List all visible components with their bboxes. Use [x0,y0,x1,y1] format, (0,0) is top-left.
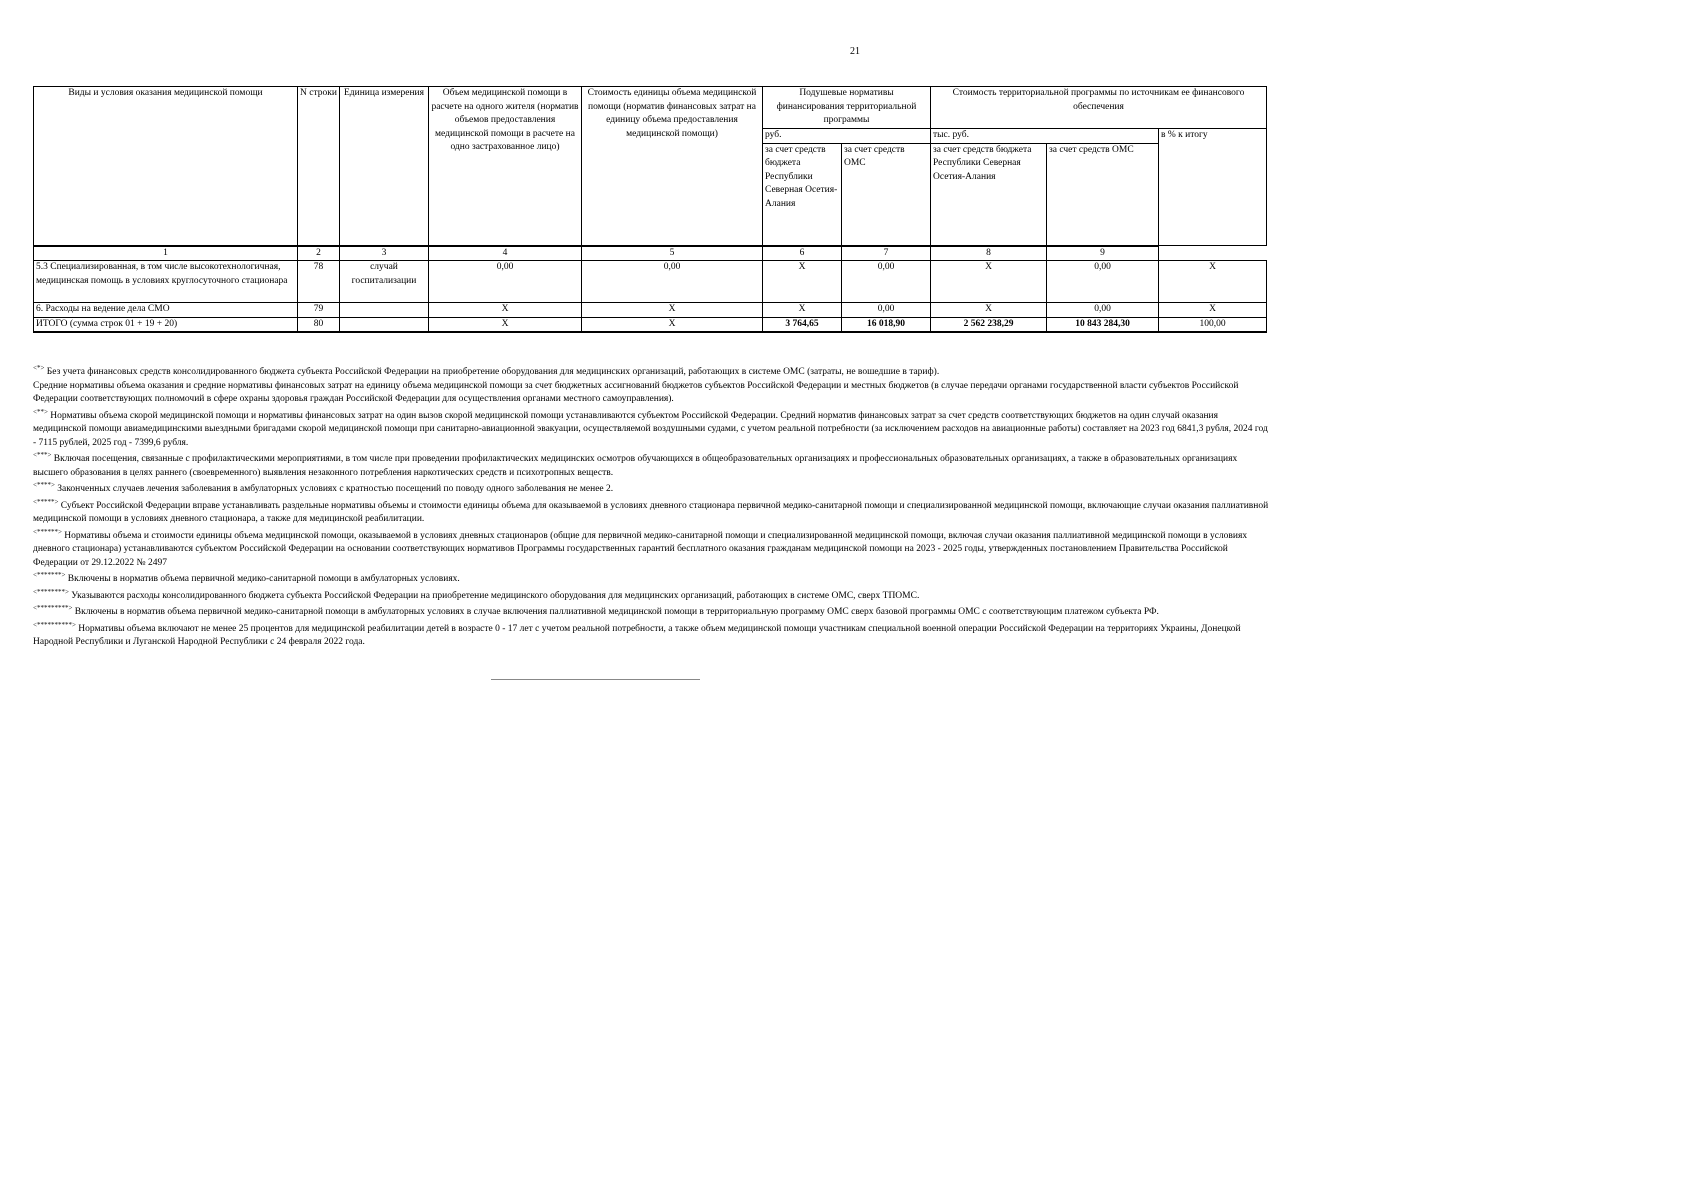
header-thous-rub: тыс. руб. [931,128,1159,143]
row-budget-rub: X [763,303,842,318]
footnote-mark: <*********> [33,603,73,612]
footnote-mark: <****> [33,480,55,489]
header-per-capita: Подушевые нормативы финансирования территориальной программы [763,87,931,129]
footnote [33,620,1273,650]
row-number: 79 [298,303,340,318]
row-name: ИТОГО (сумма строк 01 + 19 + 20) [34,317,298,332]
row-unit [340,303,429,318]
footnote [33,480,1273,497]
column-number: 9 [1047,246,1159,261]
footnote-mark: <**********> [33,620,76,629]
footnote-text: Нормативы объема скорой медицинской помощи и нормативы финансовых затрат на один вызов скорой медицинской помощи устанавливаются субъектом Российской Федерации. Средний норматив финансовых затрат за счет средств соответствующих бюджетов на один случай оказания медицинской помощи авиамедицинскими выездными бригадами скорой медицинской помощи при санитарно-авиационной эвакуации, осуществляемой воздушными судами, с учетом реальной потребности (за исключением расходов на авиационные работы) составляет на 2023 год 6841,3 рубля, 2024 год - 7115 рублей, 2025 год - 7399,6 рубля. [33,410,1268,448]
table-row-total [34,317,1267,332]
table-row [34,303,1267,318]
header-budget-thous: за счет средств бюджета Республики Северная Осетия-Алания [931,143,1047,246]
row-name: 6. Расходы на ведение дела СМО [34,303,298,318]
row-oms-thous: 0,00 [1047,261,1159,303]
header-unit: Единица измерения [340,87,429,246]
column-number: 1 [34,246,298,261]
row-budget-thous: 2 562 238,29 [931,317,1047,332]
header-oms-thous: за счет средств ОМС [1047,143,1159,246]
column-number: 6 [763,246,842,261]
header-types: Виды и условия оказания медицинской помощи [34,87,298,246]
footnote [33,603,1273,620]
footnote-text: Нормативы объема и стоимости единицы объема медицинской помощи, оказываемой в условиях дневных стационаров (общие для первичной медико-санитарной помощи и специализированной медицинской помощи, включая случаи оказания паллиативной медицинской помощи в условиях дневного стационара) устанавливаются субъектом Российской Федерации на основании соответствующих нормативов Программы государственных гарантий бесплатного оказания гражданам медицинской помощи на 2023 - 2025 годы, утвержденных постановлением Правительства Российской Федерации от 29.12.2022 № 2497 [33,530,1248,568]
footnote-text: Без учета финансовых средств консолидированного бюджета субъекта Российской Федерации на приобретение оборудования для медицинских организаций, работающих в системе ОМС (затраты, не вошедшие в тариф). [46,367,940,377]
row-volume: X [429,303,582,318]
footnote [33,450,1273,480]
column-number: 3 [340,246,429,261]
row-percent: X [1159,261,1267,303]
column-number: 7 [842,246,931,261]
footnote-text: Включая посещения, связанные с профилактическими мероприятиями, в том числе при проведении профилактических медицинских осмотров обучающихся в общеобразовательных организациях и профессиональных образовательных организациях, а также в образовательных организациях высшего образования в целях раннего (своевременного) выявления незаконного потребления наркотических средств и психотропных веществ. [33,454,1238,478]
footnote-mark: <********> [33,587,69,596]
footnote-end-rule [491,679,700,680]
row-oms-thous: 0,00 [1047,303,1159,318]
footnote-mark: <*******> [33,570,66,579]
row-oms-thous: 10 843 284,30 [1047,317,1159,332]
row-oms-rub: 0,00 [842,261,931,303]
row-oms-rub: 0,00 [842,303,931,318]
row-budget-thous: X [931,261,1047,303]
footnote [33,527,1273,571]
footnote-text: Нормативы объема включают не менее 25 процентов для медицинской реабилитации детей в возрасте 0 - 17 лет с учетом реальной потребности, а также объем медицинской помощи участникам специальной военной операции Российской Федерации на территориях Украины, Донецкой Народной Республики и Луганской Народной Республики с 24 февраля 2022 года. [33,623,1241,647]
header-rub: руб. [763,128,931,143]
row-number: 80 [298,317,340,332]
footnote-text: Включены в норматив объема первичной медико-санитарной помощи в амбулаторных условиях в случае включения паллиативной медицинской помощи в территориальную программу ОМС сверх базовой программы ОМС с соответствующим платежом субъекта РФ. [74,607,1159,617]
row-unit: случай госпитализации [340,261,429,303]
footnote [33,497,1273,527]
footnote-mark: <**> [33,407,48,416]
row-oms-rub: 16 018,90 [842,317,931,332]
footnote [33,587,1273,604]
row-volume: X [429,317,582,332]
row-budget-rub: 3 764,65 [763,317,842,332]
column-number: 2 [298,246,340,261]
row-unit-cost: 0,00 [582,261,763,303]
header-oms-rub: за счет средств ОМС [842,143,931,246]
footnote-text: Субъект Российской Федерации вправе устанавливать раздельные нормативы объемы и стоимости единицы объема для оказываемой в условиях дневного стационара первичной медико-санитарной помощи и специализированной медицинской помощи, включающие случаи оказания паллиативной медицинской помощи в условиях дневного стационара, а также для медицинской реабилитации. [33,500,1269,524]
footnote [33,363,1273,380]
row-number: 78 [298,261,340,303]
row-percent: 100,00 [1159,317,1267,332]
footnote-text: Включены в норматив объема первичной медико-санитарной помощи в амбулаторных условиях. [67,574,460,584]
table-row [34,261,1267,303]
row-unit-cost: X [582,317,763,332]
row-unit [340,317,429,332]
page-number: 21 [850,46,860,57]
header-percent-total: в % к итогу [1159,128,1267,246]
footnote [33,570,1273,587]
header-budget-rub: за счет средств бюджета Республики Северная Осетия-Алания [763,143,842,246]
row-percent: X [1159,303,1267,318]
footnote-text: Указываются расходы консолидированного бюджета субъекта Российской Федерации на приобретение медицинского оборудования для медицинских организаций, работающих в системе ОМС, сверх ТПОМС. [71,590,920,601]
footnote [33,380,1273,407]
footnote-mark: <******> [33,527,62,536]
footnote-text: Средние нормативы объема оказания и средние нормативы финансовых затрат на единицу объема медицинской помощи за счет бюджетных ассигнований бюджетов субъектов Российской Федерации и местных бюджетов (в случае передачи органами государственной власти субъектов Российской Федерации соответствующих полномочий в сфере охраны здоровья граждан Российской Федерации для осуществления органами местного самоуправления). [33,380,1239,404]
footnote-mark: <*> [33,363,45,372]
row-budget-thous: X [931,303,1047,318]
footnote-mark: <***> [33,450,52,459]
row-unit-cost: X [582,303,763,318]
row-name: 5.3 Специализированная, в том числе высокотехнологичная, медицинская помощь в условиях круглосуточного стационара [34,261,298,303]
footnote [33,407,1273,451]
row-budget-rub: X [763,261,842,303]
program-cost-table [33,86,1267,333]
column-number-row [34,246,1267,261]
row-volume: 0,00 [429,261,582,303]
footnote-text: Законченных случаев лечения заболевания в амбулаторных условиях с кратностью посещений по поводу одного заболевания не менее 2. [57,484,614,494]
footnotes [33,363,1273,653]
column-number: 4 [429,246,582,261]
header-unit-cost: Стоимость единицы объема медицинской помощи (норматив финансовых затрат на единицу объема предоставления медицинской помощи) [582,87,763,246]
column-number: 8 [931,246,1047,261]
header-row-number: N строки [298,87,340,246]
header-volume: Объем медицинской помощи в расчете на одного жителя (норматив объемов предоставления медицинской помощи в расчете на одно застрахованное лицо) [429,87,582,246]
column-number: 5 [582,246,763,261]
header-program-cost: Стоимость территориальной программы по источникам ее финансового обеспечения [931,87,1267,129]
footnote-mark: <*****> [33,497,59,506]
